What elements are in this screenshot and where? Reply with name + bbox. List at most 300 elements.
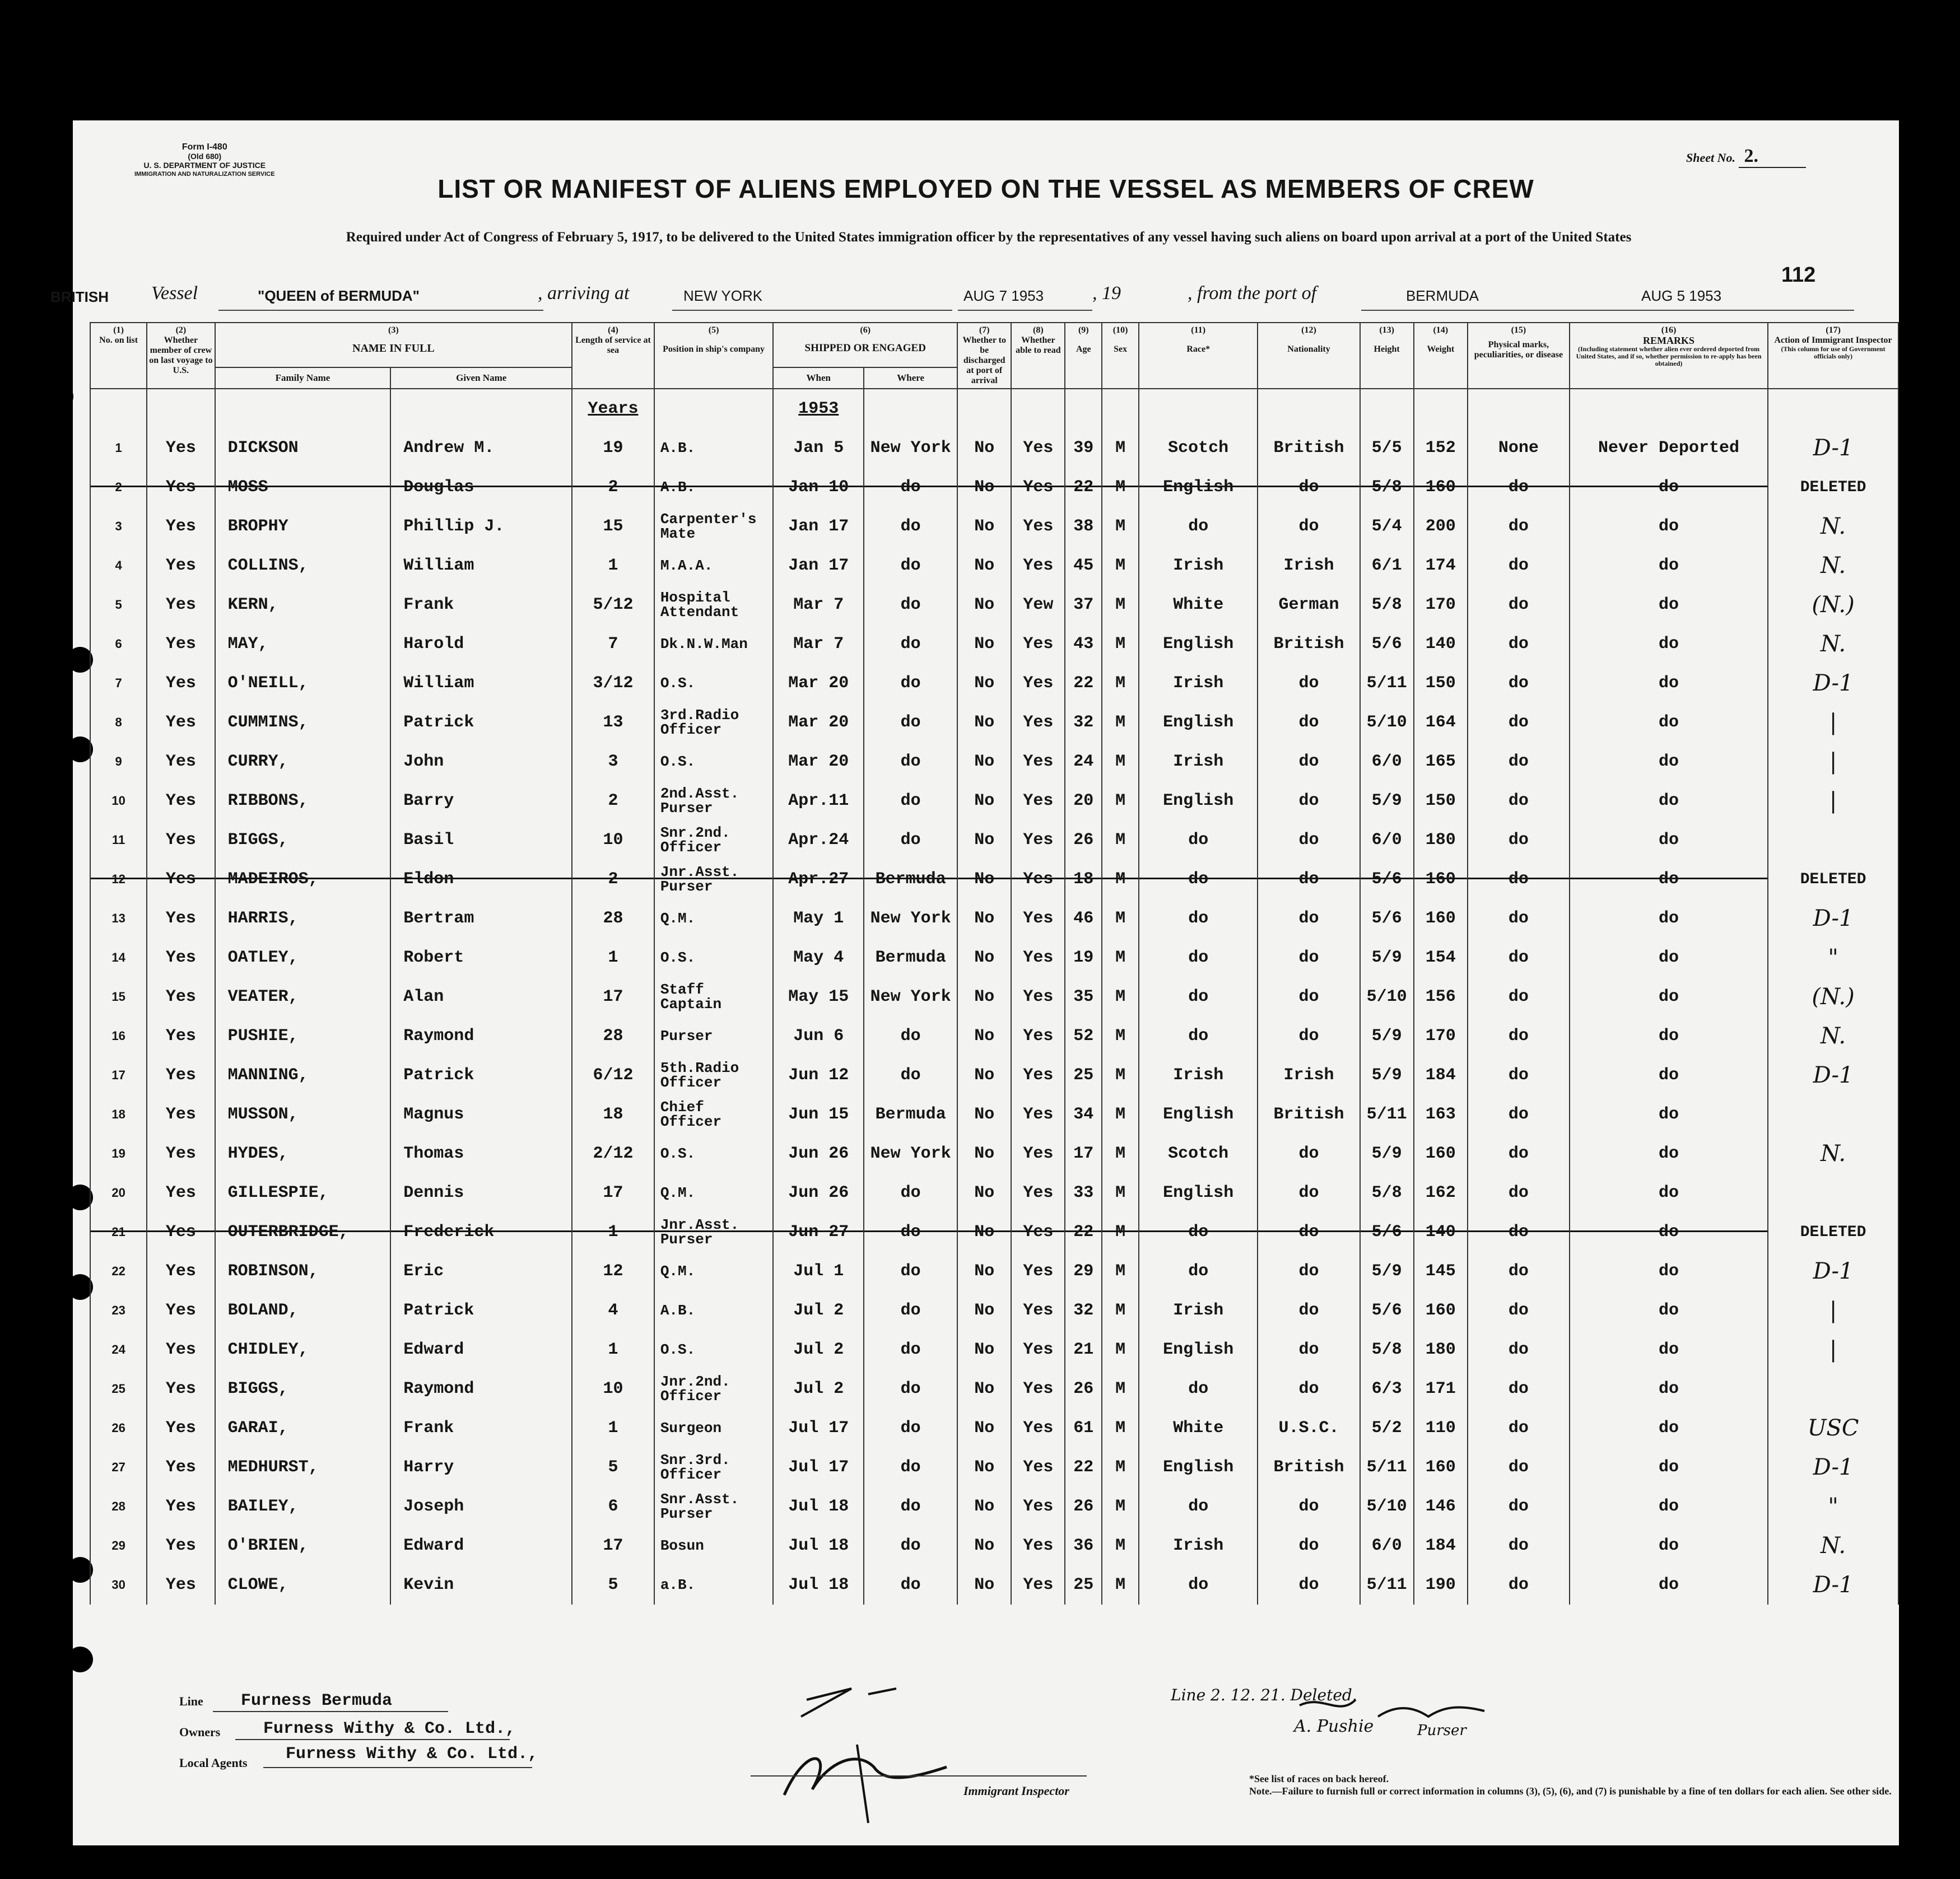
discharge-status-cell: No: [957, 1369, 1011, 1409]
service-length-cell: 2/12: [572, 1134, 654, 1173]
table-row: [90, 624, 1898, 664]
position-cell: 5th.Radio Officer: [654, 1056, 773, 1095]
row-number-cell: 23: [90, 1291, 147, 1330]
position-cell: a.B.: [654, 1565, 773, 1605]
crew-member-status-cell: Yes: [147, 1213, 215, 1252]
remarks-cell: do: [1570, 624, 1768, 664]
height-cell: 5/10: [1360, 977, 1414, 1017]
sex-cell: M: [1102, 703, 1139, 742]
given-name-cell: Harry: [390, 1448, 572, 1487]
shipped-when-cell: Jun 15: [773, 1095, 864, 1134]
service-length-cell: 12: [572, 1252, 654, 1291]
nationality-cell: do: [1258, 1291, 1360, 1330]
race-cell: do: [1139, 899, 1258, 938]
line-value: Furness Bermuda: [241, 1691, 393, 1710]
table-row: [90, 1291, 1898, 1330]
age-cell: 39: [1065, 428, 1102, 468]
crew-member-status-cell: Yes: [147, 1448, 215, 1487]
row-number-cell: 25: [90, 1369, 147, 1409]
race-cell: do: [1139, 860, 1258, 899]
height-cell: 6/0: [1360, 742, 1414, 781]
physical-marks-cell: do: [1468, 1409, 1570, 1448]
table-row: [90, 1448, 1898, 1487]
age-cell: 35: [1065, 977, 1102, 1017]
sex-cell: M: [1102, 938, 1139, 977]
shipped-where-cell: do: [864, 1291, 957, 1330]
col-height-header: (13) Height: [1360, 323, 1414, 389]
remarks-cell: do: [1570, 977, 1768, 1017]
given-name-cell: Alan: [390, 977, 572, 1017]
service-length-cell: 15: [572, 507, 654, 546]
position-cell: O.S.: [654, 1134, 773, 1173]
given-name-cell: Raymond: [390, 1369, 572, 1409]
binder-hole: [67, 1647, 93, 1672]
race-cell: White: [1139, 1409, 1258, 1448]
row-number-cell: 6: [90, 624, 147, 664]
shipped-when-cell: Mar 20: [773, 703, 864, 742]
remarks-cell: do: [1570, 468, 1768, 507]
height-cell: 5/9: [1360, 1017, 1414, 1056]
physical-marks-cell: do: [1468, 1252, 1570, 1291]
col-sex-header: (10) Sex: [1102, 323, 1139, 389]
table-row: [90, 977, 1898, 1017]
col-age-header: (9) Age: [1065, 323, 1102, 389]
given-name-cell: Harold: [390, 624, 572, 664]
remarks-cell: do: [1570, 1173, 1768, 1213]
col-read-header: (8) Whether able to read: [1011, 323, 1065, 389]
discharge-status-cell: No: [957, 703, 1011, 742]
can-read-cell: Yes: [1011, 1526, 1065, 1565]
service-length-cell: 6: [572, 1487, 654, 1526]
nationality-cell: do: [1258, 1330, 1360, 1369]
physical-marks-cell: do: [1468, 703, 1570, 742]
row-number-cell: 30: [90, 1565, 147, 1605]
given-name-cell: Dennis: [390, 1173, 572, 1213]
height-cell: 5/11: [1360, 1095, 1414, 1134]
row-number-cell: 17: [90, 1056, 147, 1095]
can-read-cell: Yew: [1011, 585, 1065, 624]
race-cell: do: [1139, 820, 1258, 860]
remarks-cell: do: [1570, 1448, 1768, 1487]
inspector-action-cell: DELETED: [1768, 860, 1898, 899]
family-name-cell: OUTERBRIDGE,: [215, 1213, 391, 1252]
nationality-cell: British: [1258, 428, 1360, 468]
height-cell: 5/6: [1360, 860, 1414, 899]
race-cell: Irish: [1139, 664, 1258, 703]
nationality-cell: do: [1258, 1252, 1360, 1291]
weight-cell: 150: [1414, 664, 1468, 703]
height-cell: 5/9: [1360, 1252, 1414, 1291]
can-read-cell: Yes: [1011, 703, 1065, 742]
sheet-label: Sheet No.: [1686, 151, 1735, 165]
age-cell: 18: [1065, 860, 1102, 899]
sex-cell: M: [1102, 781, 1139, 820]
shipped-where-cell: do: [864, 1409, 957, 1448]
discharge-status-cell: No: [957, 1565, 1011, 1605]
shipped-where-cell: Bermuda: [864, 938, 957, 977]
service-length-cell: 17: [572, 977, 654, 1017]
physical-marks-cell: do: [1468, 1291, 1570, 1330]
col-race-header: (11) Race*: [1139, 323, 1258, 389]
race-cell: do: [1139, 1487, 1258, 1526]
discharge-status-cell: No: [957, 1448, 1011, 1487]
height-cell: 5/8: [1360, 1173, 1414, 1213]
col-remarks-header: (16) REMARKS (Including statement whether alien ever ordered deported from United States, and if so, whether permission to re-apply has been obtained): [1570, 323, 1768, 389]
position-cell: Chief Officer: [654, 1095, 773, 1134]
sex-cell: M: [1102, 1448, 1139, 1487]
remarks-cell: do: [1570, 1487, 1768, 1526]
crew-member-status-cell: Yes: [147, 977, 215, 1017]
position-cell: A.B.: [654, 428, 773, 468]
can-read-cell: Yes: [1011, 1291, 1065, 1330]
height-cell: 5/6: [1360, 1213, 1414, 1252]
row-number-cell: 1: [90, 428, 147, 468]
shipped-when-cell: Jul 2: [773, 1291, 864, 1330]
arrival-port: NEW YORK: [683, 287, 763, 304]
table-row: [90, 546, 1898, 585]
weight-cell: 154: [1414, 938, 1468, 977]
units-row: [90, 389, 1898, 428]
sex-cell: M: [1102, 1017, 1139, 1056]
shipped-where-cell: do: [864, 1252, 957, 1291]
remarks-cell: Never Deported: [1570, 428, 1768, 468]
crew-member-status-cell: Yes: [147, 1369, 215, 1409]
given-name-cell: Basil: [390, 820, 572, 860]
shipped-when-cell: Jul 18: [773, 1487, 864, 1526]
owners-value: Furness Withy & Co. Ltd.,: [263, 1719, 516, 1738]
position-cell: Snr.3rd. Officer: [654, 1448, 773, 1487]
service-length-cell: 10: [572, 820, 654, 860]
crew-member-status-cell: Yes: [147, 703, 215, 742]
age-cell: 22: [1065, 1213, 1102, 1252]
remarks-cell: do: [1570, 1565, 1768, 1605]
shipped-where-cell: New York: [864, 428, 957, 468]
crew-member-status-cell: Yes: [147, 1487, 215, 1526]
crew-member-status-cell: Yes: [147, 624, 215, 664]
weight-cell: 163: [1414, 1095, 1468, 1134]
row-number-cell: 27: [90, 1448, 147, 1487]
physical-marks-cell: do: [1468, 781, 1570, 820]
row-number-cell: 19: [90, 1134, 147, 1173]
service-length-cell: 1: [572, 1409, 654, 1448]
age-cell: 19: [1065, 938, 1102, 977]
can-read-cell: Yes: [1011, 546, 1065, 585]
nationality-cell: do: [1258, 468, 1360, 507]
nationality-cell: British: [1258, 1095, 1360, 1134]
shipped-where-cell: do: [864, 820, 957, 860]
sex-cell: M: [1102, 1134, 1139, 1173]
crew-member-status-cell: Yes: [147, 1095, 215, 1134]
age-cell: 32: [1065, 703, 1102, 742]
age-cell: 33: [1065, 1173, 1102, 1213]
col-name-header: (3) NAME IN FULL: [215, 323, 572, 367]
col-given-header: Given Name: [390, 367, 572, 389]
height-cell: 5/11: [1360, 1448, 1414, 1487]
vessel-label: Vessel: [151, 283, 198, 304]
family-name-cell: BIGGS,: [215, 820, 391, 860]
inspector-action-cell: N.: [1768, 624, 1898, 664]
remarks-cell: do: [1570, 585, 1768, 624]
family-name-cell: VEATER,: [215, 977, 391, 1017]
family-name-cell: GARAI,: [215, 1409, 391, 1448]
given-name-cell: Phillip J.: [390, 507, 572, 546]
shipped-when-cell: Apr.24: [773, 820, 864, 860]
col-service-header: (4) Length of service at sea: [572, 323, 654, 389]
given-name-cell: Edward: [390, 1330, 572, 1369]
discharge-status-cell: No: [957, 1213, 1011, 1252]
nationality-cell: do: [1258, 899, 1360, 938]
remarks-cell: do: [1570, 546, 1768, 585]
service-length-cell: 6/12: [572, 1056, 654, 1095]
can-read-cell: Yes: [1011, 1369, 1065, 1409]
height-cell: 6/0: [1360, 1526, 1414, 1565]
height-cell: 5/6: [1360, 624, 1414, 664]
shipped-where-cell: do: [864, 507, 957, 546]
physical-marks-cell: do: [1468, 977, 1570, 1017]
race-cell: do: [1139, 1017, 1258, 1056]
shipped-where-cell: do: [864, 1213, 957, 1252]
family-name-cell: O'BRIEN,: [215, 1526, 391, 1565]
sex-cell: M: [1102, 624, 1139, 664]
family-name-cell: BAILEY,: [215, 1487, 391, 1526]
discharge-status-cell: No: [957, 624, 1011, 664]
given-name-cell: Joseph: [390, 1487, 572, 1526]
inspector-action-cell: D-1: [1768, 1448, 1898, 1487]
row-number-cell: 8: [90, 703, 147, 742]
family-name-cell: CUMMINS,: [215, 703, 391, 742]
crew-member-status-cell: Yes: [147, 1409, 215, 1448]
position-cell: Jnr.2nd. Officer: [654, 1369, 773, 1409]
race-cell: English: [1139, 468, 1258, 507]
table-row: [90, 1095, 1898, 1134]
sex-cell: M: [1102, 1369, 1139, 1409]
height-cell: 6/0: [1360, 820, 1414, 860]
race-cell: White: [1139, 585, 1258, 624]
table-row: [90, 781, 1898, 820]
table-row: [90, 664, 1898, 703]
service-length-cell: 18: [572, 1095, 654, 1134]
row-number-cell: 10: [90, 781, 147, 820]
table-row: [90, 468, 1898, 507]
remarks-cell: do: [1570, 742, 1768, 781]
line-label: Line: [179, 1694, 203, 1708]
col-when-header: When: [773, 367, 864, 389]
departure-port: BERMUDA: [1406, 287, 1479, 304]
row-number-cell: 21: [90, 1213, 147, 1252]
family-name-cell: CURRY,: [215, 742, 391, 781]
remarks-cell: do: [1570, 1369, 1768, 1409]
service-length-cell: 2: [572, 781, 654, 820]
can-read-cell: Yes: [1011, 1252, 1065, 1291]
service-length-cell: 7: [572, 624, 654, 664]
shipped-where-cell: do: [864, 703, 957, 742]
shipped-when-cell: Jul 18: [773, 1565, 864, 1605]
physical-marks-cell: do: [1468, 860, 1570, 899]
height-cell: 5/9: [1360, 1056, 1414, 1095]
can-read-cell: Yes: [1011, 1565, 1065, 1605]
service-length-cell: 3: [572, 742, 654, 781]
nationality-cell: do: [1258, 977, 1360, 1017]
weight-cell: 190: [1414, 1565, 1468, 1605]
col-marks-header: (15) Physical marks, peculiarities, or disease: [1468, 323, 1570, 389]
shipped-where-cell: Bermuda: [864, 1095, 957, 1134]
vessel-flag: BRITISH: [50, 288, 109, 305]
physical-marks-cell: do: [1468, 1134, 1570, 1173]
shipped-when-cell: Jan 17: [773, 507, 864, 546]
can-read-cell: Yes: [1011, 624, 1065, 664]
nationality-cell: do: [1258, 1213, 1360, 1252]
binder-hole: [48, 384, 73, 409]
inspector-action-cell: D-1: [1768, 1056, 1898, 1095]
discharge-status-cell: No: [957, 546, 1011, 585]
can-read-cell: Yes: [1011, 1173, 1065, 1213]
remarks-cell: do: [1570, 1252, 1768, 1291]
age-cell: 25: [1065, 1565, 1102, 1605]
table-row: [90, 703, 1898, 742]
race-cell: do: [1139, 977, 1258, 1017]
position-cell: O.S.: [654, 664, 773, 703]
family-name-cell: CHIDLEY,: [215, 1330, 391, 1369]
weight-cell: 170: [1414, 1017, 1468, 1056]
weight-cell: 180: [1414, 820, 1468, 860]
nationality-cell: U.S.C.: [1258, 1409, 1360, 1448]
can-read-cell: Yes: [1011, 860, 1065, 899]
crew-member-status-cell: Yes: [147, 507, 215, 546]
height-cell: 5/8: [1360, 468, 1414, 507]
weight-cell: 180: [1414, 1330, 1468, 1369]
physical-marks-cell: do: [1468, 1448, 1570, 1487]
can-read-cell: Yes: [1011, 938, 1065, 977]
service-length-cell: 1: [572, 546, 654, 585]
discharge-status-cell: No: [957, 899, 1011, 938]
age-cell: 20: [1065, 781, 1102, 820]
family-name-cell: MOSS: [215, 468, 391, 507]
page-code: 112: [1781, 263, 1816, 287]
can-read-cell: Yes: [1011, 1095, 1065, 1134]
shipped-when-cell: Jun 27: [773, 1213, 864, 1252]
age-cell: 46: [1065, 899, 1102, 938]
age-cell: 26: [1065, 820, 1102, 860]
weight-cell: 160: [1414, 899, 1468, 938]
weight-cell: 170: [1414, 585, 1468, 624]
discharge-status-cell: No: [957, 820, 1011, 860]
purser-title: Purser: [1417, 1722, 1466, 1739]
family-name-cell: ROBINSON,: [215, 1252, 391, 1291]
remarks-cell: do: [1570, 1409, 1768, 1448]
height-cell: 5/9: [1360, 1134, 1414, 1173]
table-row: [90, 1252, 1898, 1291]
remarks-cell: do: [1570, 1056, 1768, 1095]
height-cell: 6/3: [1360, 1369, 1414, 1409]
table-row: [90, 820, 1898, 860]
table-row: [90, 742, 1898, 781]
age-cell: 36: [1065, 1526, 1102, 1565]
height-cell: 5/6: [1360, 899, 1414, 938]
shipped-when-cell: Jul 2: [773, 1369, 864, 1409]
sex-cell: M: [1102, 860, 1139, 899]
weight-cell: 160: [1414, 468, 1468, 507]
given-name-cell: William: [390, 664, 572, 703]
position-cell: Carpenter's Mate: [654, 507, 773, 546]
shipped-where-cell: do: [864, 1487, 957, 1526]
family-name-cell: KERN,: [215, 585, 391, 624]
sex-cell: M: [1102, 1526, 1139, 1565]
departure-date: AUG 5 1953: [1641, 287, 1722, 304]
can-read-cell: Yes: [1011, 781, 1065, 820]
given-name-cell: Robert: [390, 938, 572, 977]
shipped-when-cell: Apr.27: [773, 860, 864, 899]
given-name-cell: Magnus: [390, 1095, 572, 1134]
age-cell: 21: [1065, 1330, 1102, 1369]
shipped-when-cell: May 15: [773, 977, 864, 1017]
crew-member-status-cell: Yes: [147, 1173, 215, 1213]
height-cell: 5/4: [1360, 507, 1414, 546]
age-cell: 38: [1065, 507, 1102, 546]
remarks-cell: do: [1570, 1213, 1768, 1252]
discharge-status-cell: No: [957, 1056, 1011, 1095]
nationality-cell: do: [1258, 938, 1360, 977]
shipped-when-cell: May 1: [773, 899, 864, 938]
physical-marks-cell: do: [1468, 1095, 1570, 1134]
given-name-cell: Bertram: [390, 899, 572, 938]
inspector-action-cell: D-1: [1768, 664, 1898, 703]
inspector-action-cell: (N.): [1768, 977, 1898, 1017]
table-row: [90, 1056, 1898, 1095]
table-row: [90, 1173, 1898, 1213]
sex-cell: M: [1102, 820, 1139, 860]
age-cell: 32: [1065, 1291, 1102, 1330]
weight-cell: 150: [1414, 781, 1468, 820]
sex-cell: M: [1102, 1565, 1139, 1605]
physical-marks-cell: do: [1468, 1056, 1570, 1095]
table-row: [90, 1330, 1898, 1369]
position-cell: Hospital Attendant: [654, 585, 773, 624]
remarks-cell: do: [1570, 664, 1768, 703]
shipped-where-cell: do: [864, 1448, 957, 1487]
given-name-cell: Eldon: [390, 860, 572, 899]
inspector-action-cell: USC: [1768, 1409, 1898, 1448]
race-cell: Irish: [1139, 742, 1258, 781]
shipped-where-cell: do: [864, 1565, 957, 1605]
sex-cell: M: [1102, 507, 1139, 546]
remarks-cell: do: [1570, 1017, 1768, 1056]
physical-marks-cell: do: [1468, 1487, 1570, 1526]
nationality-cell: Irish: [1258, 546, 1360, 585]
race-cell: do: [1139, 1213, 1258, 1252]
row-number-cell: 22: [90, 1252, 147, 1291]
can-read-cell: Yes: [1011, 1409, 1065, 1448]
physical-marks-cell: do: [1468, 742, 1570, 781]
shipped-where-cell: New York: [864, 977, 957, 1017]
shipped-when-cell: Mar 7: [773, 585, 864, 624]
shipped-when-cell: Jul 17: [773, 1409, 864, 1448]
can-read-cell: Yes: [1011, 742, 1065, 781]
shipped-when-cell: Mar 20: [773, 742, 864, 781]
service-length-cell: 5: [572, 1565, 654, 1605]
remarks-cell: do: [1570, 1330, 1768, 1369]
given-name-cell: Edward: [390, 1526, 572, 1565]
given-name-cell: Kevin: [390, 1565, 572, 1605]
row-number-cell: 16: [90, 1017, 147, 1056]
shipped-when-cell: Mar 20: [773, 664, 864, 703]
weight-cell: 146: [1414, 1487, 1468, 1526]
service-length-cell: 5: [572, 1448, 654, 1487]
crew-manifest-table: [90, 322, 1899, 1605]
can-read-cell: Yes: [1011, 899, 1065, 938]
service-length-cell: 17: [572, 1526, 654, 1565]
service-length-cell: 2: [572, 468, 654, 507]
row-number-cell: 14: [90, 938, 147, 977]
